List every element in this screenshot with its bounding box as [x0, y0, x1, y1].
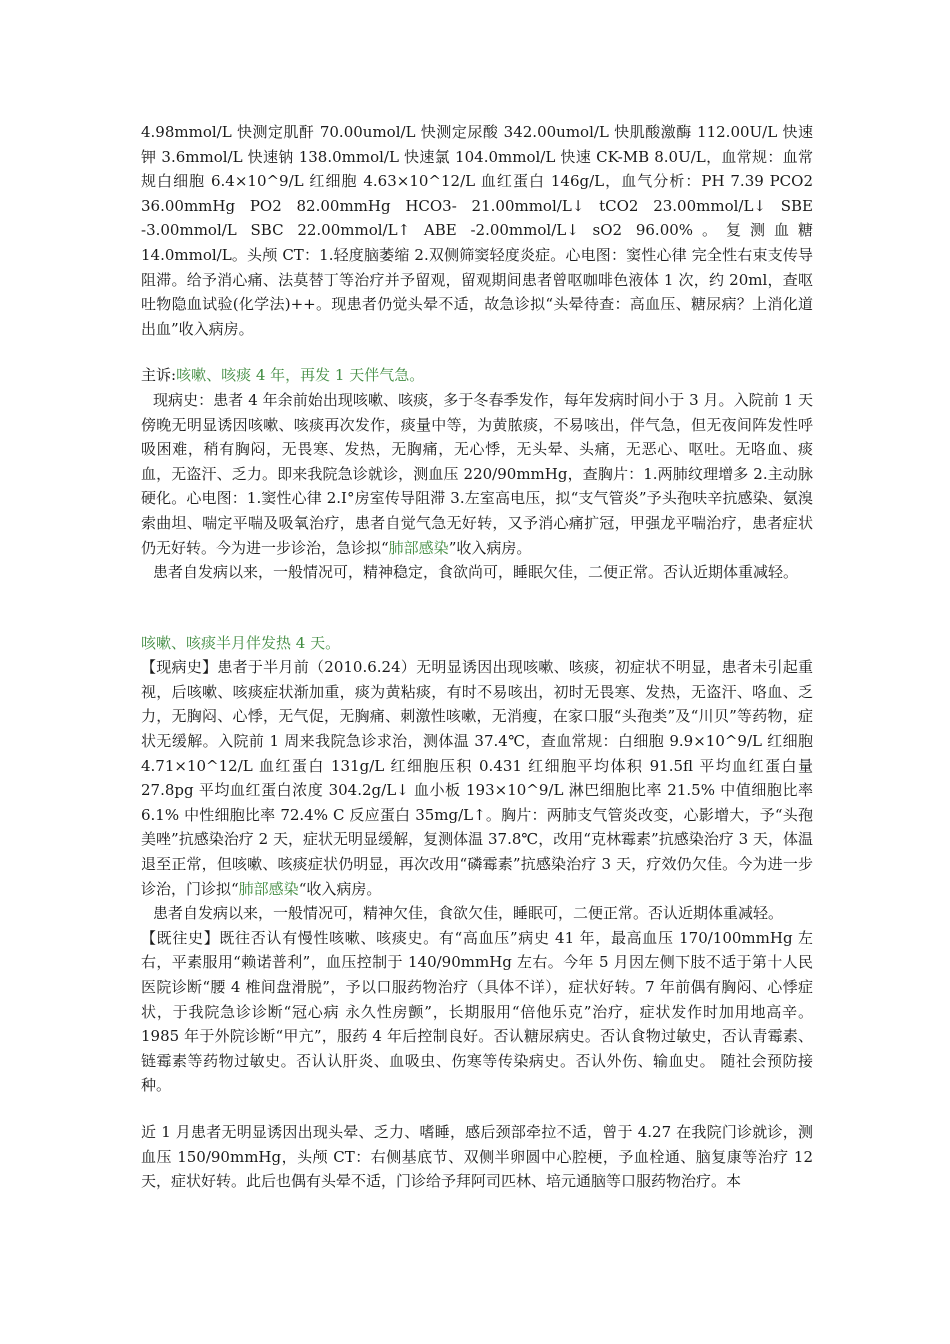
spacer	[141, 585, 813, 631]
present-illness-2-before: 【现病史】患者于半月前（2010.6.24）无明显诱因出现咳嗽、咳痰，初症状不明显，患者未引起重视，后咳嗽、咳痰症状渐加重，痰为黄粘痰，有时不易咳出，初时无畏寒、发热，无盗汗、咯血、乏力，无胸闷、心悸，无气促，无胸痛、刺激性咳嗽，无消瘦，在家口服“头孢类”及“川贝”等药物，症状无缓解。入院前 1 周来我院急诊求治，测体温 37.4℃，查血常规：白细胞 9.9×10^9/L 红细胞 4.71×10^12/L 血红蛋白 131g/L 红细胞压积 0.431 红细胞平均体积 91.5fl 平均血红蛋白量 27.8pg 平均血红蛋白浓度 304.2g/L↓ 血小板 193×10^9/L 淋巴细胞比率 21.5% 中值细胞比率 6.1% 中性细胞比率 72.4% C 反应蛋白 35mg/L↑。胸片：两肺支气管炎改变，心影增大，予“头孢美唑”抗感染治疗 2 天，症状无明显缓解，复测体温 37.8℃，改用“克林霉素”抗感染治疗 3 天，体温退至正常，但咳嗽、咳痰症状仍明显，再次改用“磷霉素”抗感染治疗 3 天，疗效仍欠佳。今为进一步诊治，门诊拟“	[141, 658, 813, 898]
general-condition-2: 患者自发病以来，一般情况可，精神欠佳，食欲欠佳，睡眠可，二便正常。否认近期体重减轻。	[153, 904, 784, 923]
chief-complaint-text: 咳嗽、咳痰 4 年，再发 1 天伴气急。	[176, 366, 425, 385]
diagnosis-1: 肺部感染	[388, 538, 449, 557]
spacer	[141, 341, 813, 363]
chief-complaint-1	[141, 363, 813, 388]
present-illness-2	[141, 655, 813, 901]
chief-complaint-2: 咳嗽、咳痰半月伴发热 4 天。	[141, 633, 341, 652]
present-illness-1-after: ”收入病房。	[448, 538, 532, 557]
present-illness-1-before: 现病史：患者 4 年余前始出现咳嗽、咳痰，多于冬春季发作，每年发病时间小于 3 月。入院前 1 天傍晚无明显诱因咳嗽、咳痰再次发作，痰量中等，为黄脓痰，不易咳出，伴气急，但无夜间阵发性呼吸困难，稍有胸闷，无畏寒、发热，无胸痛，无心悸，无头晕、头痛，无恶心、呕吐。无咯血、痰血，无盗汗、乏力。即来我院急诊就诊，测血压 220/90mmHg，查胸片：1.两肺纹理增多 2.主动脉硬化。心电图：1.窦性心律 2.I°房室传导阻滞 3.左室高电压，拟“支气管炎”予头孢呋辛抗感染、氨溴索曲坦、喘定平喘及吸氧治疗，患者自觉气急无好转，又予消心痛扩冠，甲强龙平喘治疗，患者症状仍无好转。今为进一步诊治，急诊拟“	[141, 390, 813, 557]
recent-history-paragraph: 近 1 月患者无明显诱因出现头晕、乏力、嗜睡，感后颈部牵拉不适，曾于 4.27 在我院门诊就诊，测血压 150/90mmHg，头颅 CT：右侧基底节、双侧半卵圆中心腔梗，予血栓通、脑复康等治疗 12 天，症状好转。此后也偶有头晕不适，门诊给予拜阿司匹林、培元通脑等口服药物治疗。本	[141, 1122, 813, 1191]
chief-complaint-label: 主诉:	[141, 366, 177, 385]
document-page	[141, 120, 813, 1194]
spacer	[141, 1098, 813, 1120]
present-illness-1	[141, 388, 813, 560]
past-history: 【既往史】既往否认有慢性咳嗽、咳痰史。有“高血压”病史 41 年，最高血压 170/100mmHg 左右，平素服用“赖诺普利”，血压控制于 140/90mmHg 左右。今年 5 月因左侧下肢不适于第十人民医院诊断“腰 4 椎间盘滑脱”，予以口服药物治疗（具体不详），症状好转。7 年前偶有胸闷、心悸症状，于我院急诊诊断“冠心病 永久性房颤”，长期服用“倍他乐克”治疗，症状发作时加用地高辛。1985 年于外院诊断“甲亢”，服药 4 年后控制良好。否认糖尿病史。否认食物过敏史，否认青霉素、链霉素等药物过敏史。否认认肝炎、血吸虫、伤寒等传染病史。否认外伤、输血史。 随社会预防接种。	[141, 928, 813, 1095]
present-illness-2-after: “收入病房。	[298, 879, 382, 898]
general-condition-1: 患者自发病以来，一般情况可，精神稳定，食欲尚可，睡眠欠佳，二便正常。否认近期体重减轻。	[153, 563, 799, 582]
diagnosis-2: 肺部感染	[238, 879, 299, 898]
lab-results-paragraph: 4.98mmol/L 快测定肌酐 70.00umol/L 快测定尿酸 342.00umol/L 快肌酸激酶 112.00U/L 快速钾 3.6mmol/L 快速钠 138.0mmol/L 快速氯 104.0mmol/L 快速 CK-MB 8.0U/L，血常规：血常规白细胞 6.4×10^9/L 红细胞 4.63×10^12/L 血红蛋白 146g/L，血气分析：PH 7.39 PCO2 36.00mmHg PO2 82.00mmHg HCO3- 21.00mmol/L↓ tCO2 23.00mmol/L↓ SBE -3.00mmol/L SBC 22.00mmol/L↑ ABE -2.00mmol/L↓ sO2 96.00%。复测血糖 14.0mmol/L。头颅 CT：1.轻度脑萎缩 2.双侧筛窦轻度炎症。心电图：窦性心律 完全性右束支传导阻滞。给予消心痛、法莫替丁等治疗并予留观，留观期间患者曾呕咖啡色液体 1 次，约 20ml，查呕吐物隐血试验(化学法)++。现患者仍觉头晕不适，故急诊拟“头晕待查：高血压、糖尿病？上消化道出血”收入病房。	[141, 123, 813, 338]
